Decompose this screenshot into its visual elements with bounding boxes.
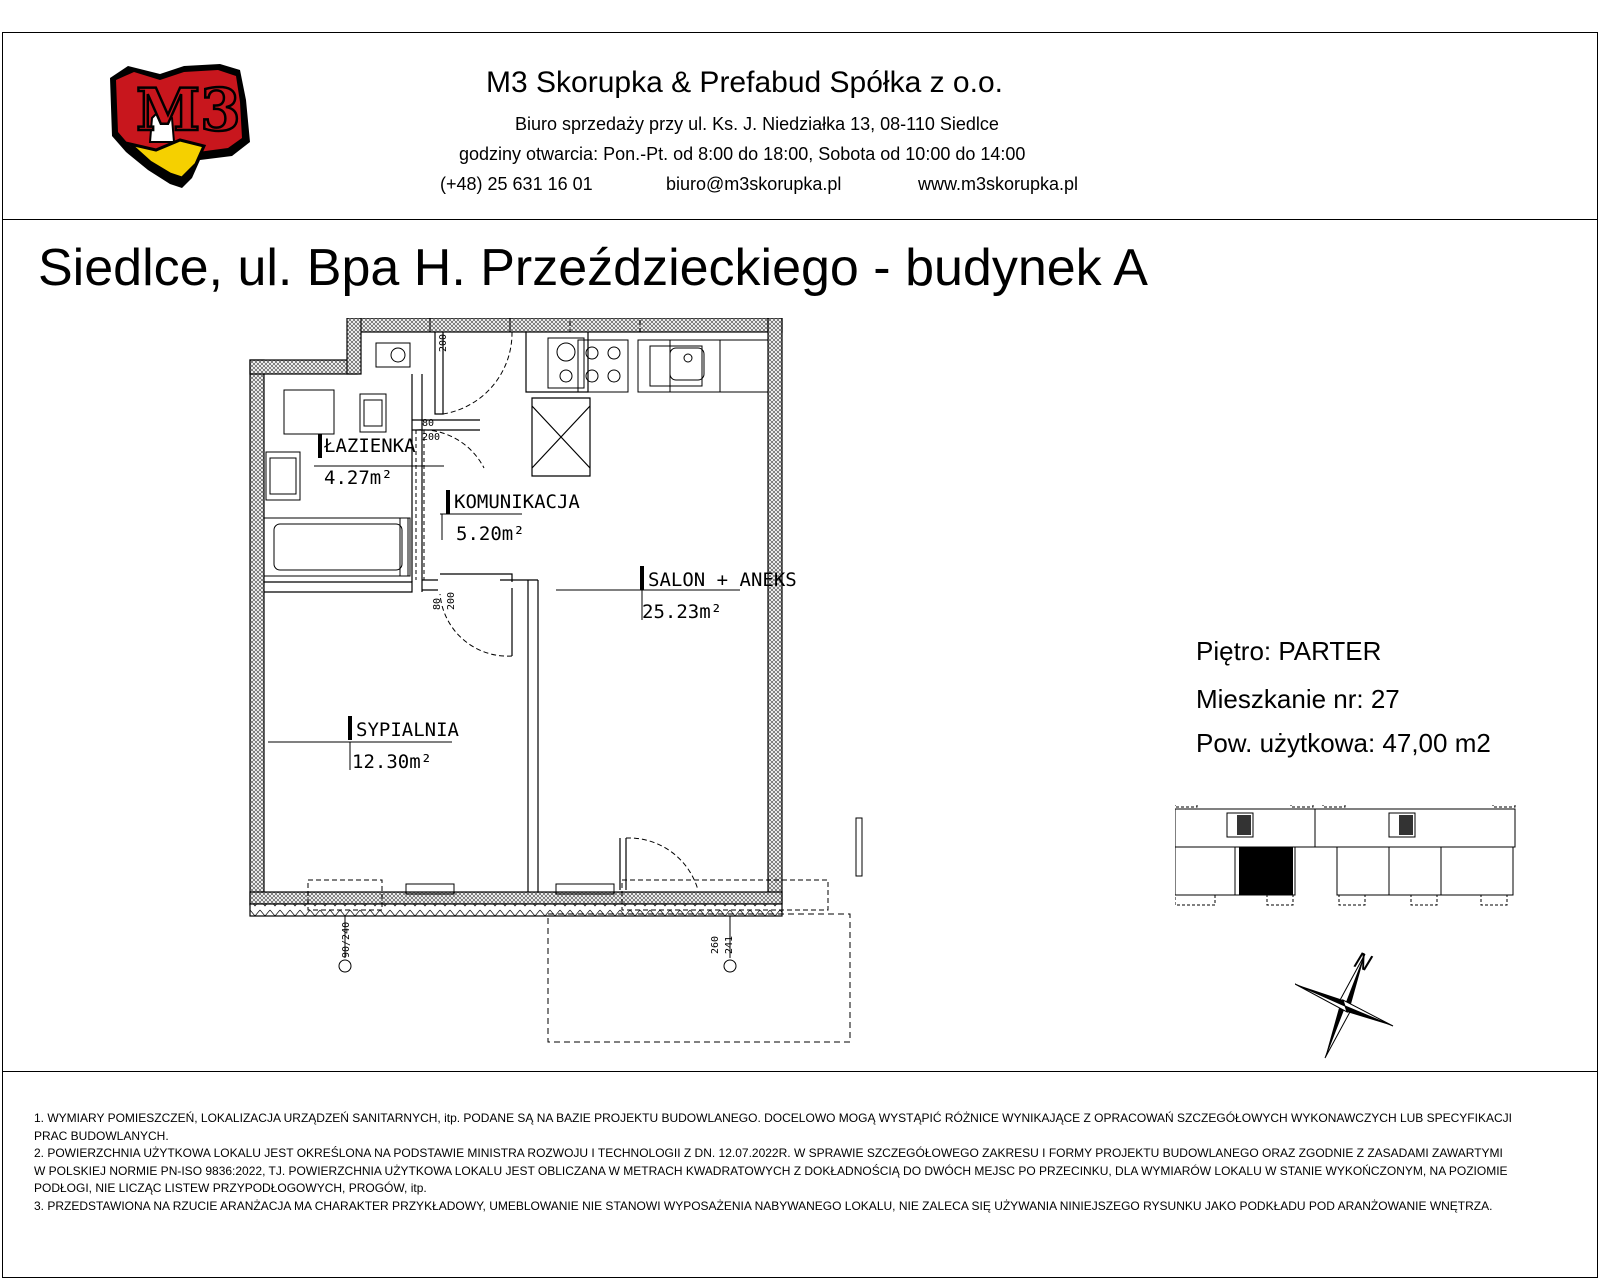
company-logo <box>100 60 270 200</box>
room-area-bedroom: 12.30m² <box>352 751 433 773</box>
company-name: M3 Skorupka & Prefabud Spółka z o.o. <box>486 66 1003 99</box>
room-name-bedroom: SYPIALNIA <box>356 719 459 741</box>
room-area-living: 25.23m² <box>642 601 723 623</box>
usable-area: Pow. użytkowa: 47,00 m2 <box>1196 728 1491 758</box>
floor-plan <box>240 318 910 1068</box>
notes-divider <box>3 1071 1597 1072</box>
room-name-bathroom: ŁAZIENKA <box>324 435 416 457</box>
apartment-number: Mieszkanie nr: 27 <box>1196 684 1400 714</box>
window-markers <box>339 916 736 972</box>
building-key-plan <box>1175 805 1530 930</box>
note-2: 2. POWIERZCHNIA UŻYTKOWA LOKALU JEST OKREŚLONA NA PODSTAWIE MINISTRA ROZWOJU I TECHNOLOGII Z DN. 12.07.2022R. W SPRAWIE SZCZEGÓŁOWEGO ZAKRESU I FORMY PROJEKTU BUDOWLANEGO ORAZ ZGODNIE Z ZASADAMI ZAWARTYMI W POLSKIEJ NORMIE PN-ISO 9836:2022, TJ. POWIERZCHNIA UŻYTKOWA LOKALU JEST OBLICZANA W METRACH KWADRATOWYCH Z DOKŁADNOŚCIĄ DO DWÓCH MEJSC PO PRZECINKU, DLA WYMIARÓW LOKALU W STANIE WYKOŃCZONYM, NA POZIOMIE PODŁOGI, NIE LICZĄC LISTEW PRZYPODŁOGOWYCH, PROGÓW, itp. <box>34 1146 1508 1196</box>
dim-door-bath-width: 80 <box>422 418 435 429</box>
phone-number: (+48) 25 631 16 01 <box>440 174 593 194</box>
apartment-location-marker <box>1239 847 1293 895</box>
office-address: Biuro sprzedaży przy ul. Ks. J. Niedziałka 13, 08-110 Siedlce <box>515 114 999 134</box>
note-3: 3. PRZEDSTAWIONA NA RZUCIE ARANŻACJA MA CHARAKTER PRZYKŁADOWY, UMEBLOWANIE NIE STANOWI WYPOSAŻENIA NABYWANEGO LOKALU, NIE ZALECA SIĘ UŻYWANIA NINIEJSZEGO RYSUNKU JAKO PODKŁADU POD ARANŻOWANIE WNĘTRZA. <box>34 1198 1493 1213</box>
website-link: www.m3skorupka.pl <box>918 174 1079 194</box>
dim-door-wc: 200 <box>438 333 449 352</box>
compass-north-label: N <box>1350 948 1375 978</box>
interior-walls <box>264 332 590 892</box>
room-name-hall: KOMUNIKACJA <box>454 491 580 513</box>
disclaimer-notes <box>34 1110 1514 1216</box>
opening-hours: godziny otwarcia: Pon.-Pt. od 8:00 do 18:00, Sobota od 10:00 do 14:00 <box>459 144 1026 164</box>
header-divider <box>3 219 1597 220</box>
dim-window-bed: 90/240 <box>341 921 352 958</box>
dim-door-bed-width: 80 <box>432 597 443 610</box>
room-area-bathroom: 4.27m² <box>324 467 393 489</box>
dim-door-bed-height: 200 <box>446 591 457 610</box>
note-1: 1. WYMIARY POMIESZCZEŃ, LOKALIZACJA URZĄDZEŃ SANITARNYCH, itp. PODANE SĄ NA BAZIE PROJEKTU BUDOWLANEGO. DOCELOWO MOGĄ WYSTĄPIĆ RÓŻNICE WYNIKAJĄCE Z OPRACOWAŃ SZCZEGÓŁOWYCH WYKONAWCZYCH LUB SPECYFIKACJI PRAC BUDOWLANYCH. <box>34 1111 1512 1143</box>
logo-text: M3 <box>136 76 241 144</box>
dim-window-salon-1: 260 <box>710 935 721 954</box>
email-address: biuro@m3skorupka.pl <box>666 174 842 194</box>
north-arrow-icon <box>1295 948 1395 1063</box>
room-area-hall: 5.20m² <box>456 523 525 545</box>
project-title: Siedlce, ul. Bpa H. Przeździeckiego - budynek A <box>38 239 1148 297</box>
floor-info: Piętro: PARTER <box>1196 636 1382 666</box>
room-name-living: SALON + ANEKS <box>648 569 797 591</box>
dim-window-salon-2: 241 <box>724 935 735 954</box>
dim-door-bath-height: 200 <box>422 432 441 443</box>
